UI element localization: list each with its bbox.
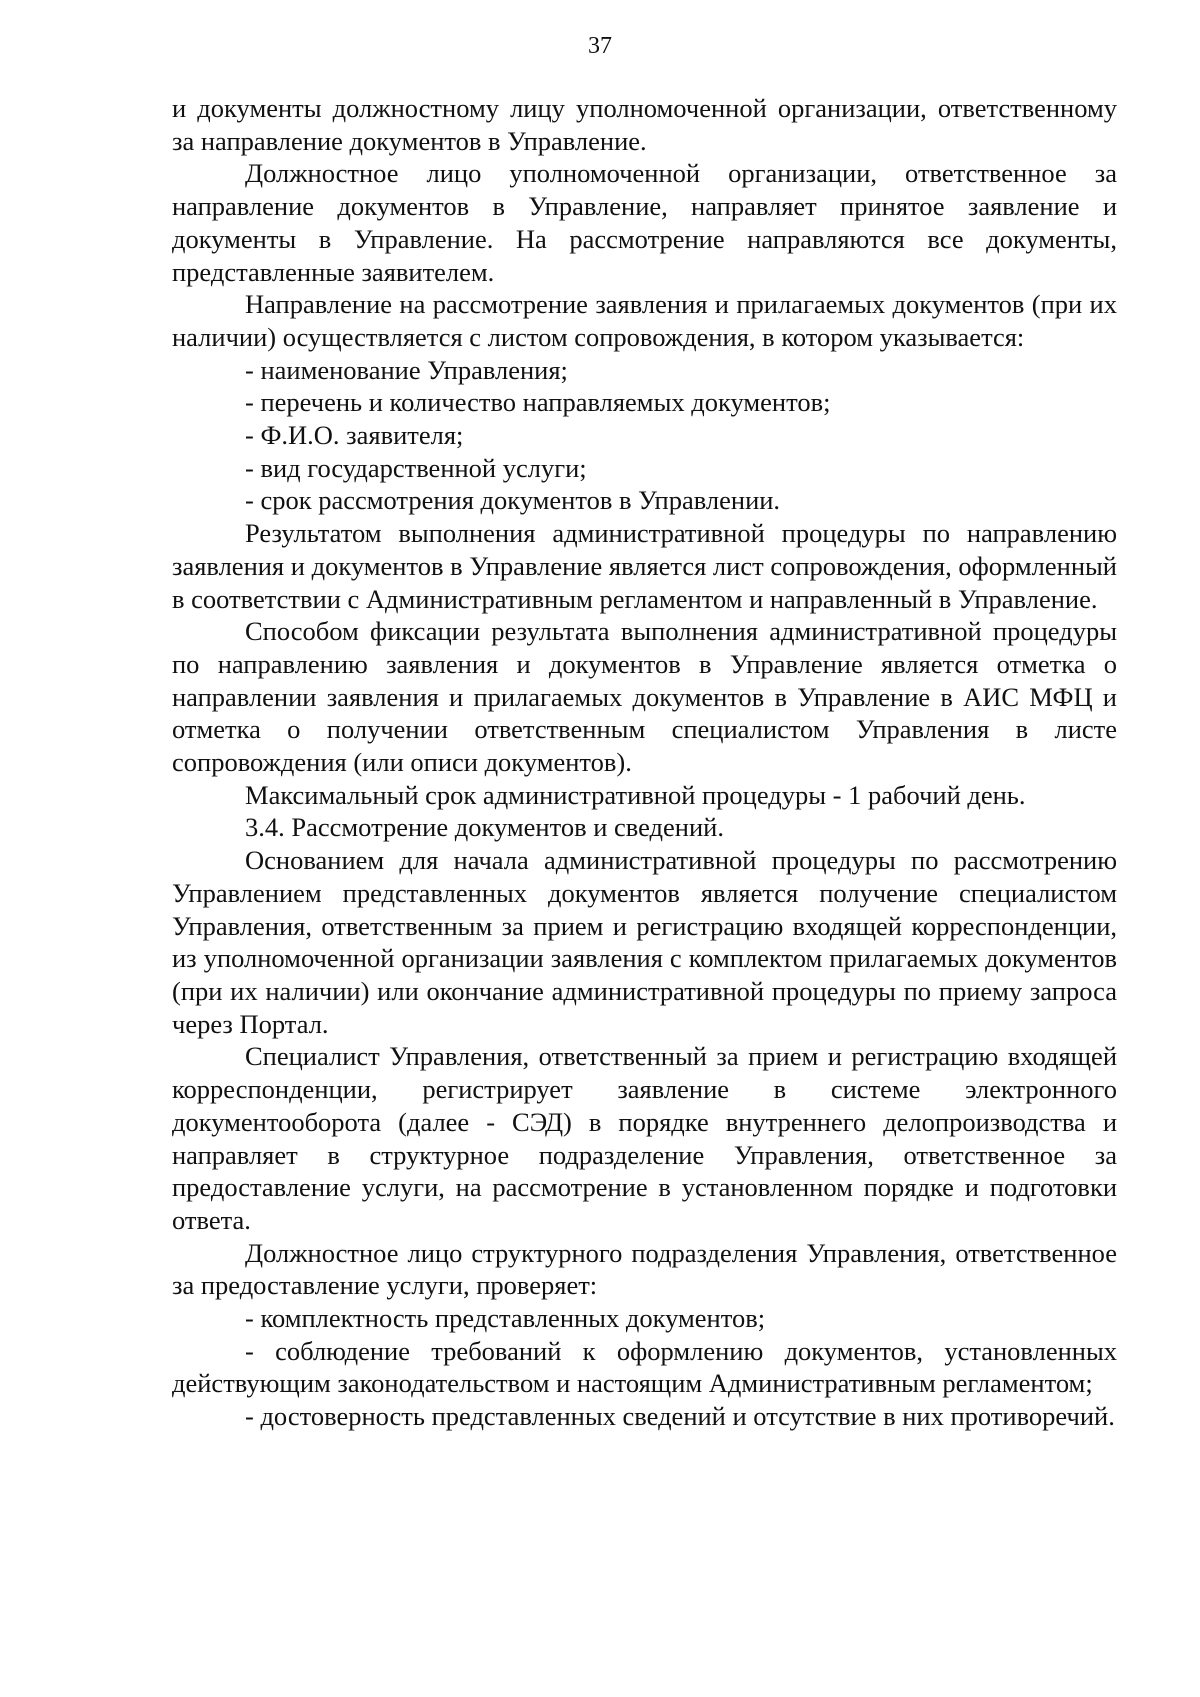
page-number: 37 (588, 33, 612, 59)
list-item: - срок рассмотрения документов в Управлении. (245, 485, 781, 516)
list-item: - комплектность представленных документов; (245, 1303, 766, 1334)
paragraph: Результатом выполнения административной процедуры по направлению заявления и документов в Управление является лист сопровождения, оформленный в соответствии с Административным регламентом и направленный в Управление. (172, 518, 1117, 614)
paragraph: Направление на рассмотрение заявления и прилагаемых документов (при их наличии) осуществляется с листом сопровождения, в котором указывается: (172, 289, 1117, 352)
list-item: - достоверность представленных сведений и отсутствие в них противоречий. (245, 1401, 1115, 1432)
list-item: - наименование Управления; (245, 354, 568, 385)
paragraph: Должностное лицо уполномоченной организации, ответственное за направление документов в Управление, направляет принятое заявление и документы в Управление. На рассмотрение направляются все документы, представленные заявителем. (172, 158, 1117, 287)
paragraph: Специалист Управления, ответственный за прием и регистрацию входящей корреспонденции, регистрирует заявление в системе электронного документооборота (далее - СЭД) в порядке внутреннего делопроизводства и направляет в структурное подразделение Управления, ответственное за предоставление услуги, на рассмотрение в установленном порядке и подготовки ответа. (172, 1041, 1117, 1235)
document-body (172, 92, 1117, 1433)
paragraph: Должностное лицо структурного подразделения Управления, ответственное за предоставление услуги, проверяет: (172, 1237, 1117, 1301)
paragraph-continuation: и документы должностному лицу уполномоченной организации, ответственному за направление документов в Управление. (172, 93, 1117, 156)
list-item: - вид государственной услуги; (245, 452, 587, 483)
list-item: - Ф.И.О. заявителя; (245, 420, 464, 451)
list-item: - перечень и количество направляемых документов; (245, 387, 831, 418)
list-item: - соблюдение требований к оформлению документов, установленных действующим законодательством и настоящим Административным регламентом; (172, 1335, 1117, 1399)
section-heading: 3.4. Рассмотрение документов и сведений. (245, 812, 724, 843)
paragraph: Способом фиксации результата выполнения административной процедуры по направлению заявления и документов в Управление является отметка о направлении заявления и прилагаемых документов в Управление в АИС МФЦ и отметка о получении ответственным специалистом Управления в листе сопровождения (или описи документов). (172, 616, 1117, 778)
paragraph: Максимальный срок административной процедуры - 1 рабочий день. (245, 779, 1026, 810)
paragraph: Основанием для начала административной процедуры по рассмотрению Управлением представленных документов является получение специалистом Управления, ответственным за прием и регистрацию входящей корреспонденции, из уполномоченной организации заявления с комплектом прилагаемых документов (при их наличии) или окончание административной процедуры по приему запроса через Портал. (172, 845, 1117, 1039)
